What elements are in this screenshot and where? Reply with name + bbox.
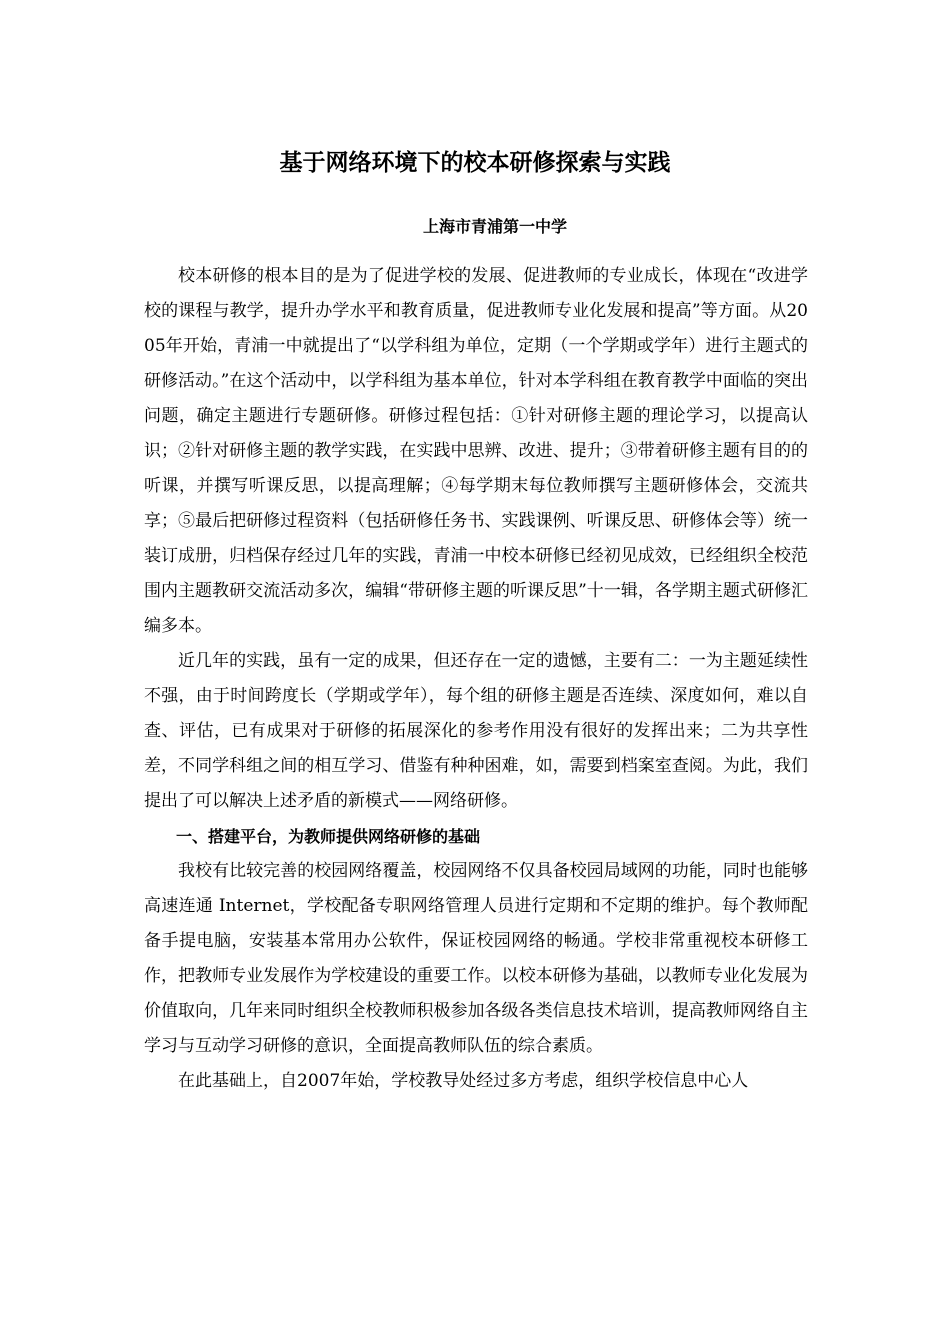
body-paragraph: 我校有比较完善的校园网络覆盖，校园网络不仅具备校园局域网的功能，同时也能够高速连通 Internet，学校配备专职网络管理人员进行定期和不定期的维护。每个教师配备手提电脑，安装基本常用办公软件，保证校园网络的畅通。学校非常重视校本研修工作，把教师专业发展作为学校建设的重要工作。以校本研修为基础，以教师专业化发展为价值取向，几年来同时组织全校教师积极参加各级各类信息技术培训，提高教师网络自主学习与互动学习研修的意识，全面提高教师队伍的综合素质。: [144, 861, 808, 1056]
document-body: [144, 259, 808, 1099]
body-paragraph: 近几年的实践，虽有一定的成果，但还存在一定的遗憾，主要有二：一为主题延续性不强，由于时间跨度长（学期或学年），每个组的研修主题是否连续、深度如何，难以自查、评估，已有成果对于研修的拓展深化的参考作用没有很好的发挥出来；二为共享性差，不同学科组之间的相互学习、借鉴有种种困难，如，需要到档案室查阅。为此，我们提出了可以解决上述矛盾的新模式——网络研修。: [144, 651, 808, 811]
body-paragraph: 校本研修的根本目的是为了促进学校的发展、促进教师的专业成长，体现在“改进学校的课程与教学，提升办学水平和教育质量，促进教师专业化发展和提高”等方面。从2005年开始，青浦一中就提出了“以学科组为单位，定期（一个学期或学年）进行主题式的研修活动。”在这个活动中，以学科组为基本单位，针对本学科组在教育教学中面临的突出问题，确定主题进行专题研修。研修过程包括：①针对研修主题的理论学习，以提高认识；②针对研修主题的教学实践，在实践中思辨、改进、提升；③带着研修主题有目的的听课，并撰写听课反思，以提高理解；④每学期末每位教师撰写主题研修体会，交流共享；⑤最后把研修过程资料（包括研修任务书、实践课例、听课反思、研修体会等）统一装订成册，归档保存经过几年的实践，青浦一中校本研修已经初见成效，已经组织全校范围内主题教研交流活动多次，编辑“带研修主题的听课反思”十一辑，各学期主题式研修汇编多本。: [144, 266, 808, 636]
section-heading: 一、搭建平台，为教师提供网络研修的基础: [176, 827, 481, 846]
document-author: 上海市青浦第一中学: [422, 217, 567, 236]
body-paragraph: 在此基础上，自2007年始，学校教导处经过多方考虑，组织学校信息中心人: [178, 1071, 749, 1091]
document-title: 基于网络环境下的校本研修探索与实践: [279, 150, 671, 176]
